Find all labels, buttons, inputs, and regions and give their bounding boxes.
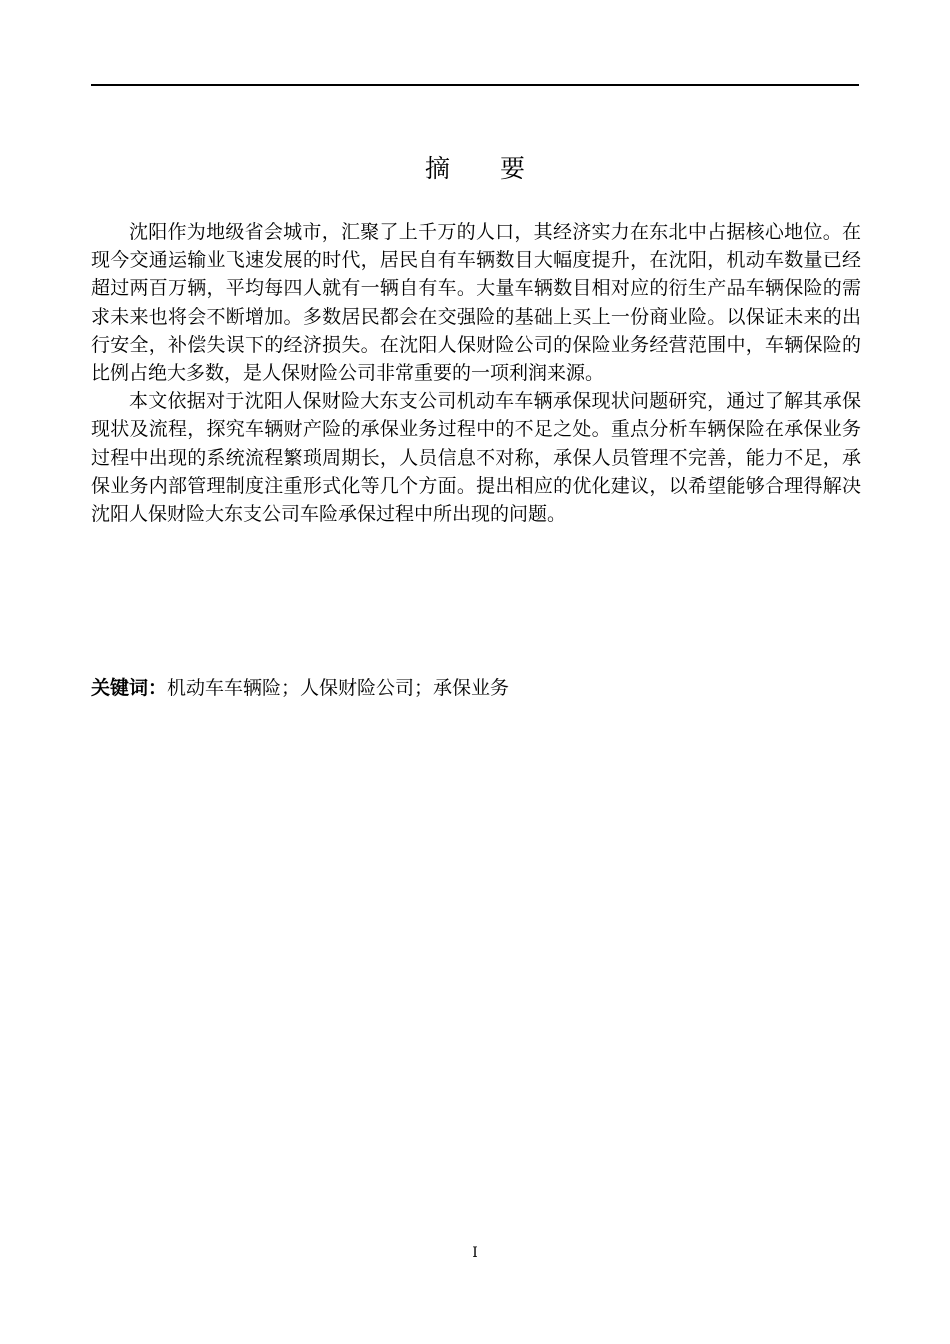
title-char-2: 要 [500,154,526,183]
page-number: I [472,1245,478,1261]
abstract-paragraph-2: 本文依据对于沈阳人保财险大东支公司机动车车辆承保现状问题研究，通过了解其承保现状及流程，探究车辆财产险的承保业务过程中的不足之处。重点分析车辆保险在承保业务过程中出现的系统流程繁琐周期长，人员信息不对称，承保人员管理不完善，能力不足，承保业务内部管理制度注重形式化等几个方面。提出相应的优化建议，以希望能够合理得解决沈阳人保财险大东支公司车险承保过程中所出现的问题。 [91,390,861,526]
abstract-body [91,218,861,528]
keywords-line [91,674,861,702]
title-char-1: 摘 [424,154,450,183]
keywords-label: 关键词： [91,677,168,699]
abstract-paragraph-1: 沈阳作为地级省会城市，汇聚了上千万的人口，其经济实力在东北中占据核心地位。在现今交通运输业飞速发展的时代，居民自有车辆数目大幅度提升，在沈阳，机动车数量已经超过两百万辆，平均每四人就有一辆自有车。大量车辆数目相对应的衍生产品车辆保险的需求未来也将会不断增加。多数居民都会在交强险的基础上买上一份商业险。以保证未来的出行安全，补偿失误下的经济损失。在沈阳人保财险公司的保险业务经营范围中，车辆保险的比例占绝大多数，是人保财险公司非常重要的一项利润来源。 [91,221,861,385]
abstract-title [0,152,950,186]
keywords-value: 机动车车辆险；人保财险公司；承保业务 [167,677,510,699]
header-rule [91,84,859,86]
